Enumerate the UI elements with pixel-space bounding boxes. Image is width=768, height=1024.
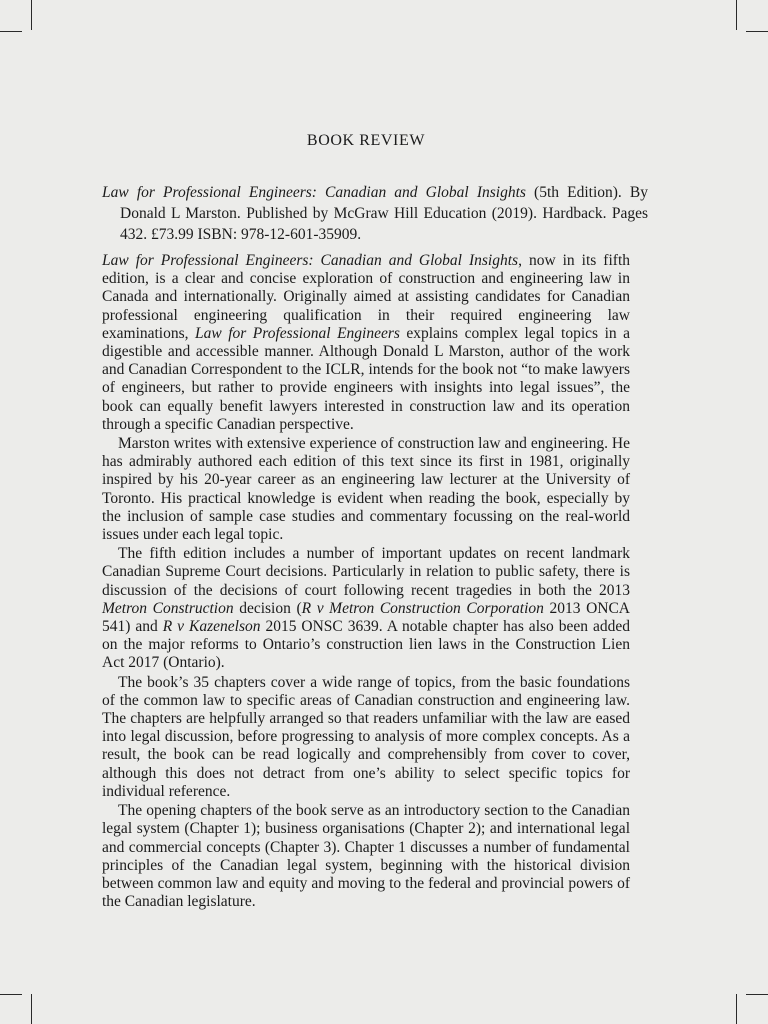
paragraph-3-text-a: The fifth edition includes a number of important updates on recent landmark Canadian Supreme Court decisions. Particularly in relation to public safety, there is discussion of the decisions of court following recent tragedies in both the 2013: [102, 545, 630, 599]
crop-mark-bottom-right-h: [746, 994, 768, 995]
case-name-metron: Metron Construction: [102, 599, 234, 617]
paragraph-1: [102, 252, 630, 434]
paragraph-3-text-b: decision (: [233, 599, 302, 617]
paragraph-5: The opening chapters of the book serve as an introductory section to the Canadian legal system (Chapter 1); business organisations (Chapter 2); and international legal and commercial concepts (Chapter 3). Chapter 1 discusses a number of fundamental principles of the Canadian legal system, beginning with the historical division between common law and equity and moving to the federal and provincial powers of the Canadian legislature.: [102, 802, 630, 911]
citation-book-title: Law for Professional Engineers: Canadian and Global Insights: [102, 184, 526, 201]
crop-mark-top-right-h: [746, 31, 768, 32]
book-title-italic: Law for Professional Engineers: Canadian and Global Insights: [102, 252, 519, 269]
paragraph-3-text-d: 2015 ONSC 3639. A notable chapter has also been added on the major reforms to Ontario’s construction lien laws in the Construction Lien Act 2017 (Ontario).: [102, 618, 630, 672]
crop-mark-bottom-left: [31, 994, 32, 1024]
citation-details: (5th Edition). By Donald L Marston. Published by McGraw Hill Education (2019). Hardback. Pages 432. £73.99 ISBN: 978-12-601-35909.: [120, 184, 648, 243]
paragraph-3: [102, 545, 630, 672]
paragraph-1-text-b: explains complex legal topics in a digestible and accessible manner. Although Donald L Marston, author of the work and Canadian Correspondent to the ICLR, intends for the book not “to make lawyers of engineers, but rather to provide engineers with insights into legal issues”, the book can equally benefit lawyers interested in construction law and its operation through a specific Canadian perspective.: [102, 324, 630, 433]
case-name-r-v-metron: R v Metron Construction Corporation: [301, 599, 544, 617]
crop-mark-bottom-left-h: [0, 994, 22, 995]
review-body: [102, 252, 630, 912]
paragraph-2: Marston writes with extensive experience of construction law and engineering. He has admirably authored each edition of this text since its first in 1981, originally inspired by his 20-year career as an engineering law lecturer at the University of Toronto. His practical knowledge is evident when reading the book, especially by the inclusion of sample case studies and commentary focussing on the real-world issues under each legal topic.: [102, 435, 630, 544]
crop-mark-top-left: [31, 0, 32, 30]
paragraph-4: The book’s 35 chapters cover a wide range of topics, from the basic foundations of the common law to specific areas of Canadian construction and engineering law. The chapters are helpfully arranged so that readers unfamiliar with the law are eased into legal discussion, before progressing to analysis of more complex concepts. As a result, the book can be read logically and comprehensibly from cover to cover, although this does not detract from one’s ability to select specific topics for individual reference.: [102, 673, 630, 800]
crop-mark-top-right: [736, 0, 737, 30]
case-name-kazenelson: R v Kazenelson: [162, 618, 261, 636]
page-title: BOOK REVIEW: [306, 132, 426, 149]
paragraph-1-text-a: , now in its fifth edition, is a clear and concise exploration of construction and engineering law in Canada and internationally. Originally aimed at assisting candidates for Canadian professional engineering qualification in their required engineering law examinations,: [102, 252, 630, 342]
paragraph-3-text-c: 2013 ONCA 541) and: [102, 599, 631, 636]
crop-mark-top-left-h: [0, 31, 22, 32]
book-citation: [102, 182, 648, 245]
book-short-title-italic: Law for Professional Engineers: [195, 324, 400, 342]
crop-mark-bottom-right: [736, 994, 737, 1024]
